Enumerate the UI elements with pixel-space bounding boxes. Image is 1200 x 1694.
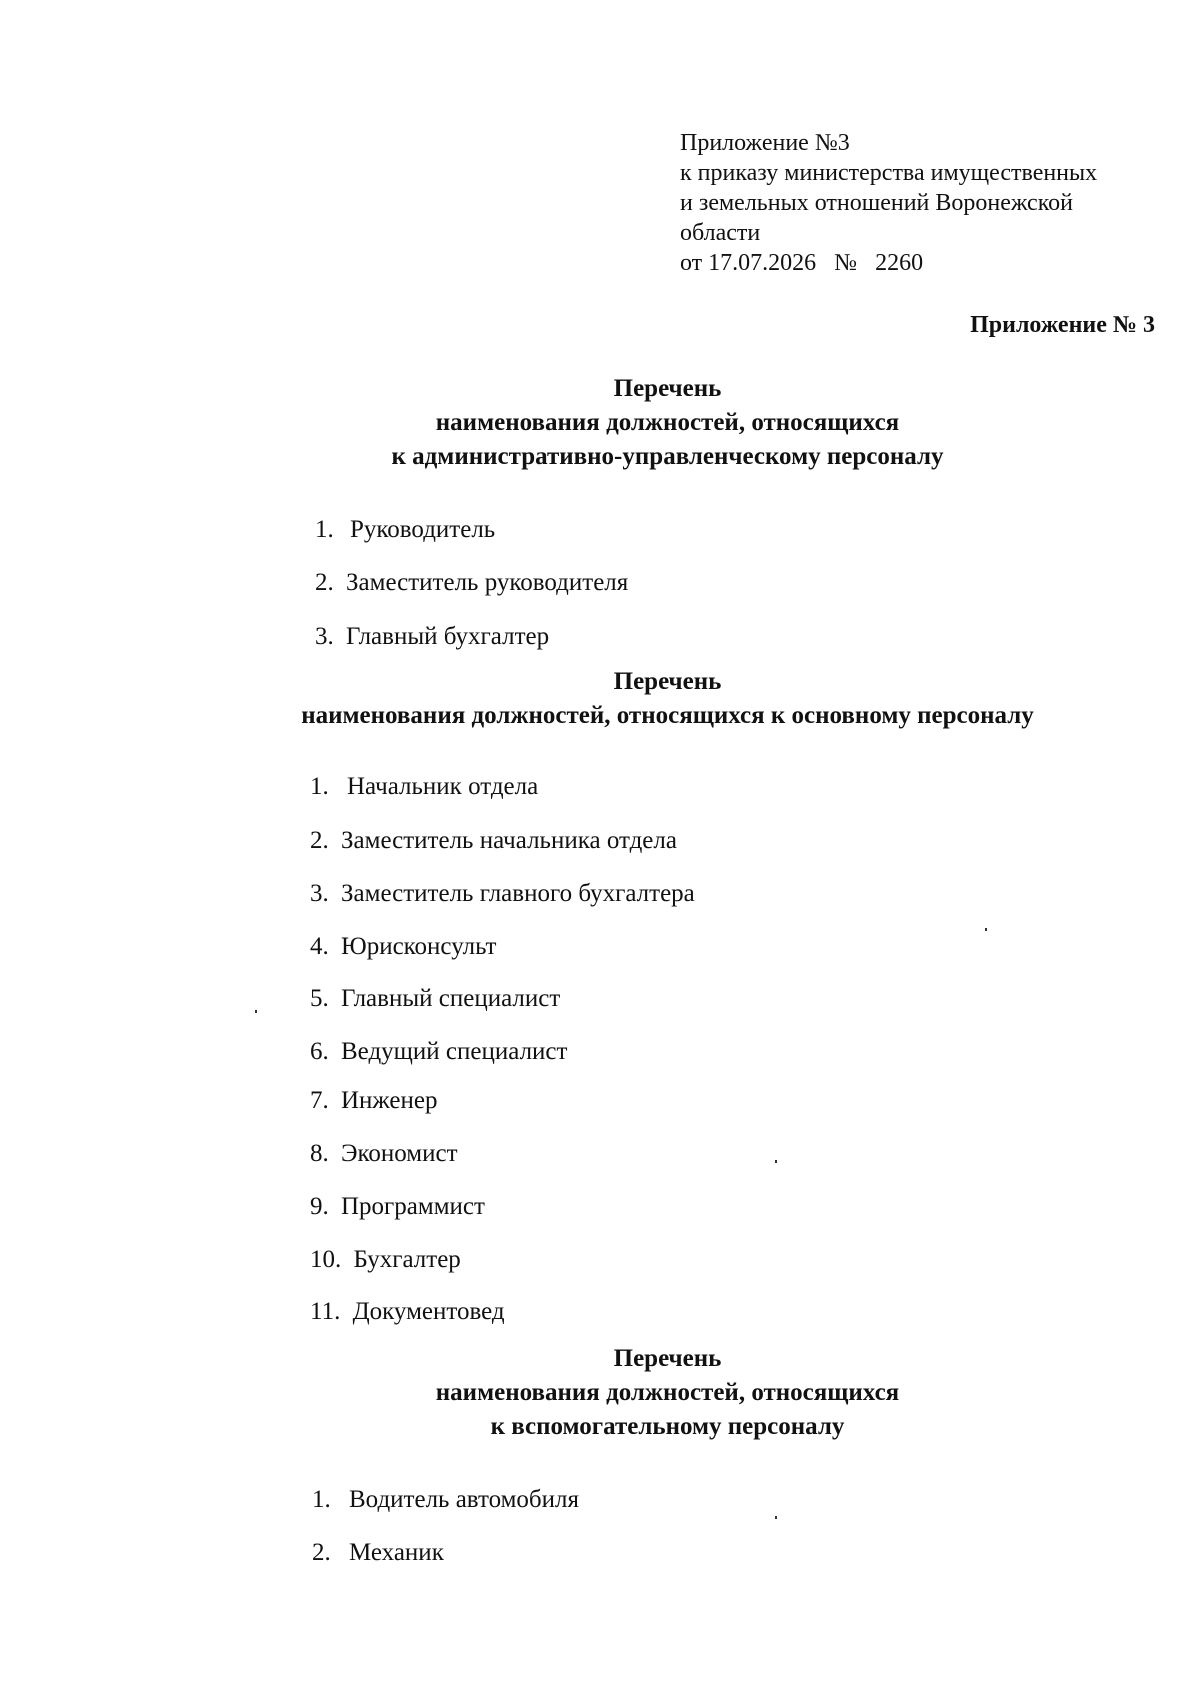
list-item (310, 827, 677, 855)
list-item-number: 10. (310, 1246, 342, 1273)
list-item-number: 7. (310, 1087, 329, 1114)
list-item-number: 2. (315, 569, 334, 596)
appendix-title: Приложение № 3 (970, 312, 1155, 338)
section-title-line: Перечень (613, 375, 722, 402)
section-title-line: к вспомогательному персоналу (490, 1413, 845, 1440)
list-item-text: Юрисконсульт (341, 933, 497, 960)
section-title-line: к административно-управленческому персоналу (391, 443, 944, 470)
list-item (310, 1246, 461, 1274)
section-title-auxiliary (0, 1342, 1200, 1444)
list-item-number: 1. (310, 773, 329, 800)
list-item-text: Механик (349, 1539, 444, 1566)
header-line: Приложение №3 (680, 130, 850, 156)
scan-speck (775, 1516, 777, 1519)
list-item (310, 1140, 458, 1168)
list-item-text: Заместитель начальника отдела (341, 827, 677, 854)
list-item-number: 1. (315, 516, 334, 543)
scan-speck (775, 1160, 777, 1163)
list-item-text: Инженер (341, 1087, 438, 1114)
list-item-number: 3. (310, 880, 329, 907)
list-item-number: 11. (310, 1298, 341, 1325)
list-item (310, 880, 695, 908)
list-item (310, 985, 560, 1013)
list-item-number: 5. (310, 985, 329, 1012)
list-item (310, 1038, 567, 1066)
section-title-main (0, 665, 1200, 733)
list-item (312, 1486, 579, 1514)
list-item (310, 1087, 437, 1115)
list-item-number: 4. (310, 933, 329, 960)
list-item (315, 623, 549, 651)
list-item (310, 933, 496, 961)
list-item-text: Заместитель руководителя (346, 569, 629, 596)
section-title-administrative (0, 372, 1200, 474)
header-line: и земельных отношений Воронежской (680, 190, 1073, 216)
list-item-text: Документовед (352, 1298, 505, 1325)
list-item-text: Водитель автомобиля (349, 1486, 579, 1513)
list-item-number: 6. (310, 1038, 329, 1065)
list-item-number: 3. (315, 623, 334, 650)
list-item-number: 2. (312, 1539, 331, 1566)
list-item-number: 1. (312, 1486, 331, 1513)
section-title-line: наименования должностей, относящихся (435, 409, 900, 436)
section-title-line: Перечень (613, 1345, 722, 1372)
header-line: от 17.07.2026 № 2260 (680, 250, 924, 276)
section-title-line: Перечень (613, 668, 722, 695)
order-reference-block (680, 128, 1160, 278)
header-line: к приказу министерства имущественных (680, 160, 1098, 186)
list-item (312, 1539, 444, 1567)
list-item-text: Программист (341, 1193, 485, 1220)
section-title-line: наименования должностей, относящихся (435, 1379, 900, 1406)
scan-speck (985, 928, 987, 931)
list-item (310, 1298, 505, 1326)
list-item-text: Заместитель главного бухгалтера (341, 880, 695, 907)
list-item-text: Главный бухгалтер (346, 623, 550, 650)
list-item (310, 773, 538, 801)
scan-speck (255, 1010, 257, 1013)
list-item-number: 2. (310, 827, 329, 854)
list-item-text: Бухгалтер (353, 1246, 461, 1273)
list-item-text: Ведущий специалист (341, 1038, 568, 1065)
list-item (315, 516, 495, 544)
list-item-number: 8. (310, 1140, 329, 1167)
list-item-text: Главный специалист (341, 985, 561, 1012)
list-item-text: Руководитель (350, 516, 496, 543)
list-item-text: Начальник отдела (347, 773, 539, 800)
header-line: области (680, 220, 761, 246)
list-item (315, 569, 628, 597)
list-item (310, 1193, 485, 1221)
list-item-text: Экономист (341, 1140, 458, 1167)
list-item-number: 9. (310, 1193, 329, 1220)
section-title-line: наименования должностей, относящихся к основному персоналу (301, 702, 1034, 729)
